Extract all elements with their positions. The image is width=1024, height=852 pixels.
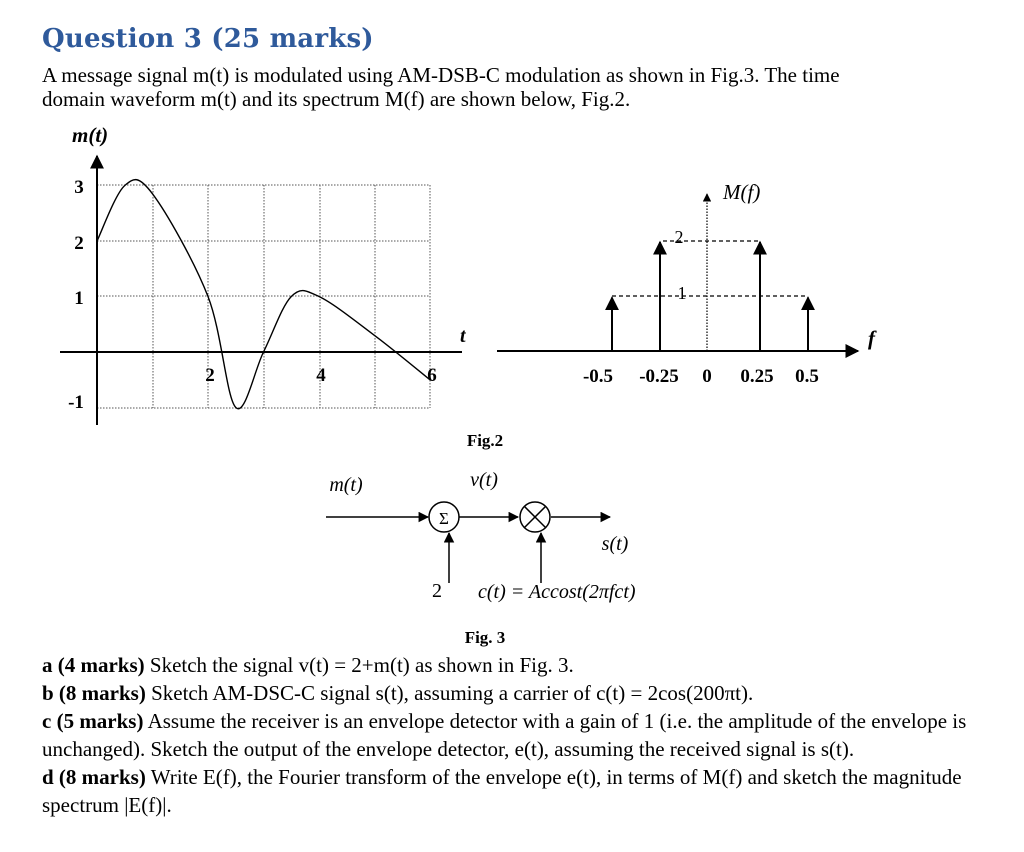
summer-symbol: Σ	[439, 509, 449, 528]
f-tick-0.25: 0.25	[740, 366, 774, 387]
carrier-label: c(t) = Accost(2πfct)	[478, 581, 636, 603]
output-signal-label: s(t)	[601, 533, 629, 555]
time-x-axis-label: t	[460, 325, 466, 347]
part-c	[42, 707, 1002, 763]
level-label-2: 2	[674, 227, 684, 247]
f-tick-0: 0	[702, 366, 712, 387]
level-label-1: 1	[677, 283, 687, 303]
spectrum-plot	[497, 180, 877, 387]
part-a	[42, 651, 1002, 679]
y-tick-1: 1	[74, 288, 84, 309]
part-c-text: Assume the receiver is an envelope detector with a gain of 1 (i.e. the amplitude of the envelope is unchanged). Sketch the output of the envelope detector, e(t), assuming the received signal is s(t).	[42, 709, 967, 761]
y-tick-minus-1: -1	[68, 392, 84, 413]
time-domain-plot	[60, 123, 467, 425]
question-parts	[42, 651, 1002, 819]
part-a-marks: a (4 marks)	[42, 653, 145, 677]
part-b-text: Sketch AM-DSC-C signal s(t), assuming a carrier of c(t) = 2cos(200πt).	[145, 681, 754, 705]
time-y-axis-label: m(t)	[72, 123, 109, 147]
part-c-marks: c (5 marks)	[42, 709, 144, 733]
part-b	[42, 679, 1002, 707]
part-d-text: Write E(f), the Fourier transform of the envelope e(t), in terms of M(f) and sketch the magnitude spectrum |E(f)|.	[42, 765, 962, 817]
multiplier-cross-icon	[524, 506, 546, 528]
part-a-text: Sketch the signal v(t) = 2+m(t) as shown in Fig. 3.	[144, 653, 574, 677]
y-tick-3: 3	[74, 177, 84, 198]
spectrum-x-label: f	[868, 326, 875, 350]
x-tick-4: 4	[316, 365, 326, 386]
fig3-block-diagram	[326, 469, 636, 603]
dc-value: 2	[432, 580, 442, 602]
y-tick-2: 2	[74, 233, 84, 254]
intro-line-1: A message signal m(t) is modulated using AM-DSB-C modulation as shown in Fig.3. The time	[42, 63, 840, 87]
fig3-caption: Fig. 3	[464, 628, 506, 647]
v-t-label: v(t)	[470, 469, 498, 491]
intro-line-2: domain waveform m(t) and its spectrum M(f) are shown below, Fig.2.	[42, 87, 631, 111]
x-tick-6: 6	[427, 365, 437, 386]
x-tick-2: 2	[205, 365, 215, 386]
f-tick-minus-0.25: -0.25	[639, 366, 679, 387]
spectrum-level-lines	[612, 241, 808, 296]
part-b-marks: b (8 marks)	[42, 681, 146, 705]
input-signal-label: m(t)	[329, 474, 363, 496]
fig2-caption: Fig.2	[466, 431, 504, 450]
part-d	[42, 763, 1002, 819]
f-tick-0.5: 0.5	[795, 366, 819, 387]
f-tick-minus-0.5: -0.5	[582, 366, 614, 387]
spectrum-y-label: M(f)	[723, 180, 761, 204]
part-d-marks: d (8 marks)	[42, 765, 146, 789]
time-grid	[97, 185, 430, 408]
question-heading: Question 3 (25 marks)	[42, 24, 374, 54]
multiply-symbol: ×	[534, 523, 536, 524]
